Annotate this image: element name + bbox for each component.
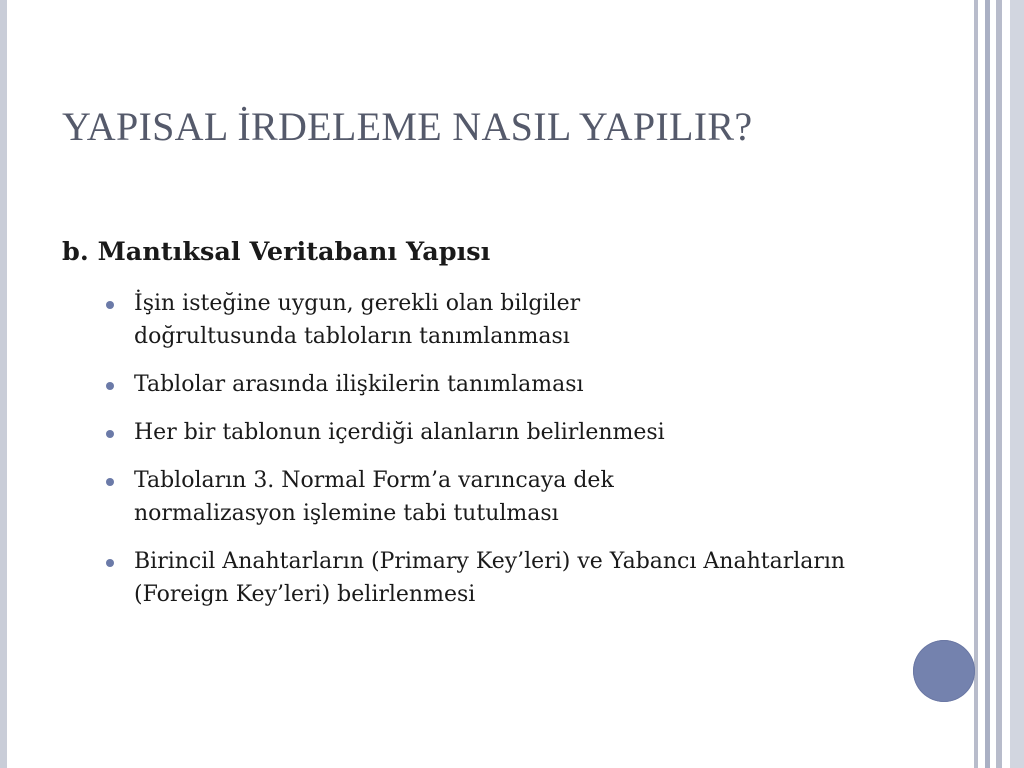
slide-border-left bbox=[0, 0, 7, 768]
bullet-text: Birincil Anahtarların (Primary Key’leri) ve Yabancı Anahtarların (Foreign Key’leri) belirlenmesi bbox=[134, 549, 846, 607]
bullet-item bbox=[106, 287, 886, 353]
bullet-marker-icon bbox=[106, 478, 114, 486]
bullet-text: Tabloların 3. Normal Form’a varıncaya dek normalizasyon işlemine tabi tutulması bbox=[134, 468, 614, 526]
slide-border-right-stripe bbox=[974, 0, 978, 768]
bullet-item bbox=[106, 416, 886, 449]
bullet-marker-icon bbox=[106, 301, 114, 309]
section-heading: b. Mantıksal Veritabanı Yapısı bbox=[62, 237, 491, 267]
slide-border-right-stripe bbox=[996, 0, 1002, 768]
bullet-item bbox=[106, 464, 886, 530]
bullet-text: İşin isteğine uygun, gerekli olan bilgiler doğrultusunda tabloların tanımlanması bbox=[134, 291, 581, 349]
decorative-circle-icon bbox=[913, 640, 975, 702]
bullet-list bbox=[106, 287, 886, 626]
bullet-marker-icon bbox=[106, 559, 114, 567]
slide-border-right-stripe bbox=[985, 0, 990, 768]
bullet-marker-icon bbox=[106, 430, 114, 438]
bullet-item bbox=[106, 368, 886, 401]
bullet-text: Her bir tablonun içerdiği alanların belirlenmesi bbox=[134, 420, 665, 445]
bullet-marker-icon bbox=[106, 382, 114, 390]
bullet-item bbox=[106, 545, 886, 611]
bullet-text: Tablolar arasında ilişkilerin tanımlaması bbox=[134, 372, 584, 397]
slide-border-right-stripe bbox=[1010, 0, 1024, 768]
slide-title: YAPISAL İRDELEME NASIL YAPILIR? bbox=[62, 104, 753, 149]
